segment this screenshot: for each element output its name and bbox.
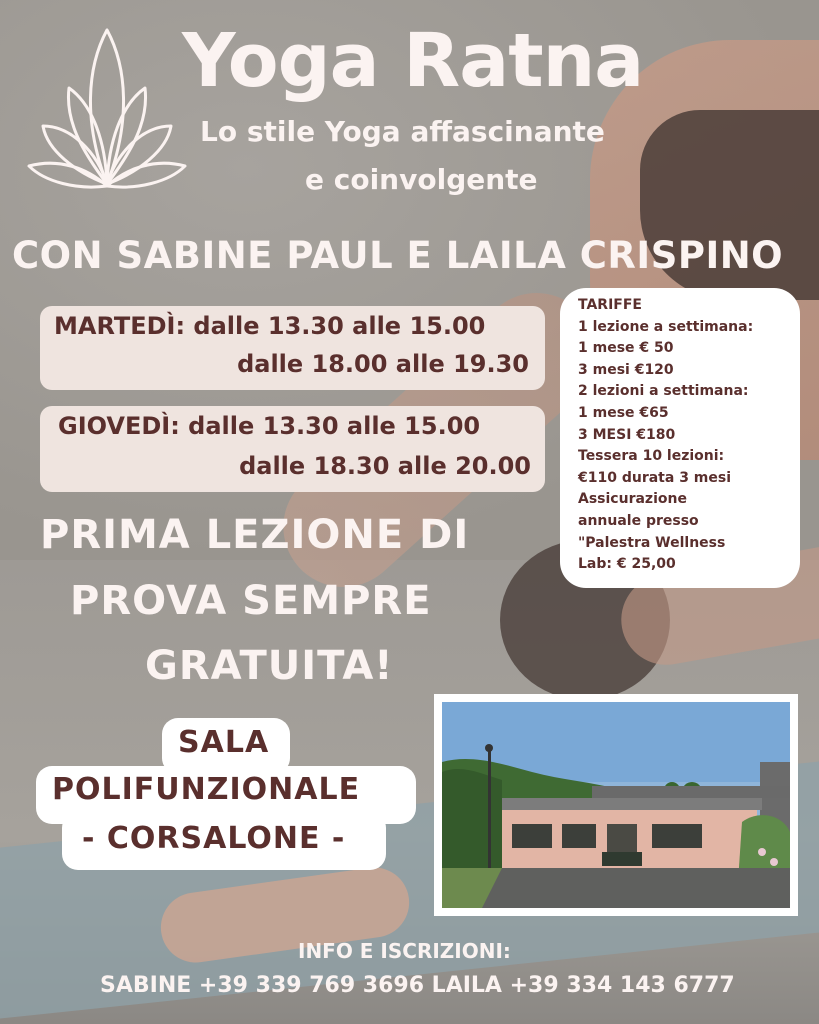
lotus-icon: [25, 22, 190, 197]
price-line: Assicurazione: [578, 491, 687, 508]
venue-photo: [442, 702, 790, 908]
price-heading: TARIFFE: [578, 297, 642, 313]
price-line: 2 lezioni a settimana:: [578, 383, 749, 400]
promo-line-2: PROVA SEMPRE: [70, 578, 432, 624]
contact-phones: SABINE +39 339 769 3696 LAILA +39 334 143 6777: [100, 973, 735, 998]
promo-line-3: GRATUITA!: [145, 643, 394, 689]
page-title: Yoga Ratna: [182, 18, 644, 104]
price-line: 3 mesi €120: [578, 361, 674, 378]
schedule-tuesday-box: [40, 306, 545, 390]
subtitle-line-2: e coinvolgente: [305, 163, 538, 196]
contact-heading: INFO E ISCRIZIONI:: [298, 939, 511, 963]
venue-photo-frame: [434, 694, 798, 916]
price-box: [560, 288, 800, 588]
price-line: 1 mese €65: [578, 404, 669, 421]
price-line: 1 lezione a settimana:: [578, 318, 754, 335]
schedule-tuesday-line-1: MARTEDÌ: dalle 13.30 alle 15.00: [54, 312, 486, 340]
price-line: "Palestra Wellness: [578, 534, 726, 551]
price-line: 3 MESI €180: [578, 426, 676, 443]
price-line: annuale presso: [578, 512, 699, 529]
venue-line-3: - CORSALONE -: [82, 821, 346, 856]
price-line: €110 durata 3 mesi: [578, 469, 732, 486]
venue-line-1: SALA: [178, 725, 270, 760]
price-list: [578, 295, 753, 576]
venue-line-2: POLIFUNZIONALE: [52, 772, 361, 807]
schedule-thursday-line-2: dalle 18.30 alle 20.00: [239, 452, 531, 480]
promo-line-1: PRIMA LEZIONE DI: [40, 512, 470, 558]
teachers-heading: CON SABINE PAUL E LAILA CRISPINO: [12, 234, 784, 277]
schedule-thursday-box: [40, 406, 545, 492]
subtitle-line-1: Lo stile Yoga affascinante: [200, 115, 605, 148]
price-line: Tessera 10 lezioni:: [578, 448, 725, 465]
price-line: 1 mese € 50: [578, 340, 674, 357]
schedule-thursday-line-1: GIOVEDÌ: dalle 13.30 alle 15.00: [58, 412, 481, 440]
schedule-tuesday-line-2: dalle 18.00 alle 19.30: [237, 350, 529, 378]
price-line: Lab: € 25,00: [578, 556, 676, 573]
